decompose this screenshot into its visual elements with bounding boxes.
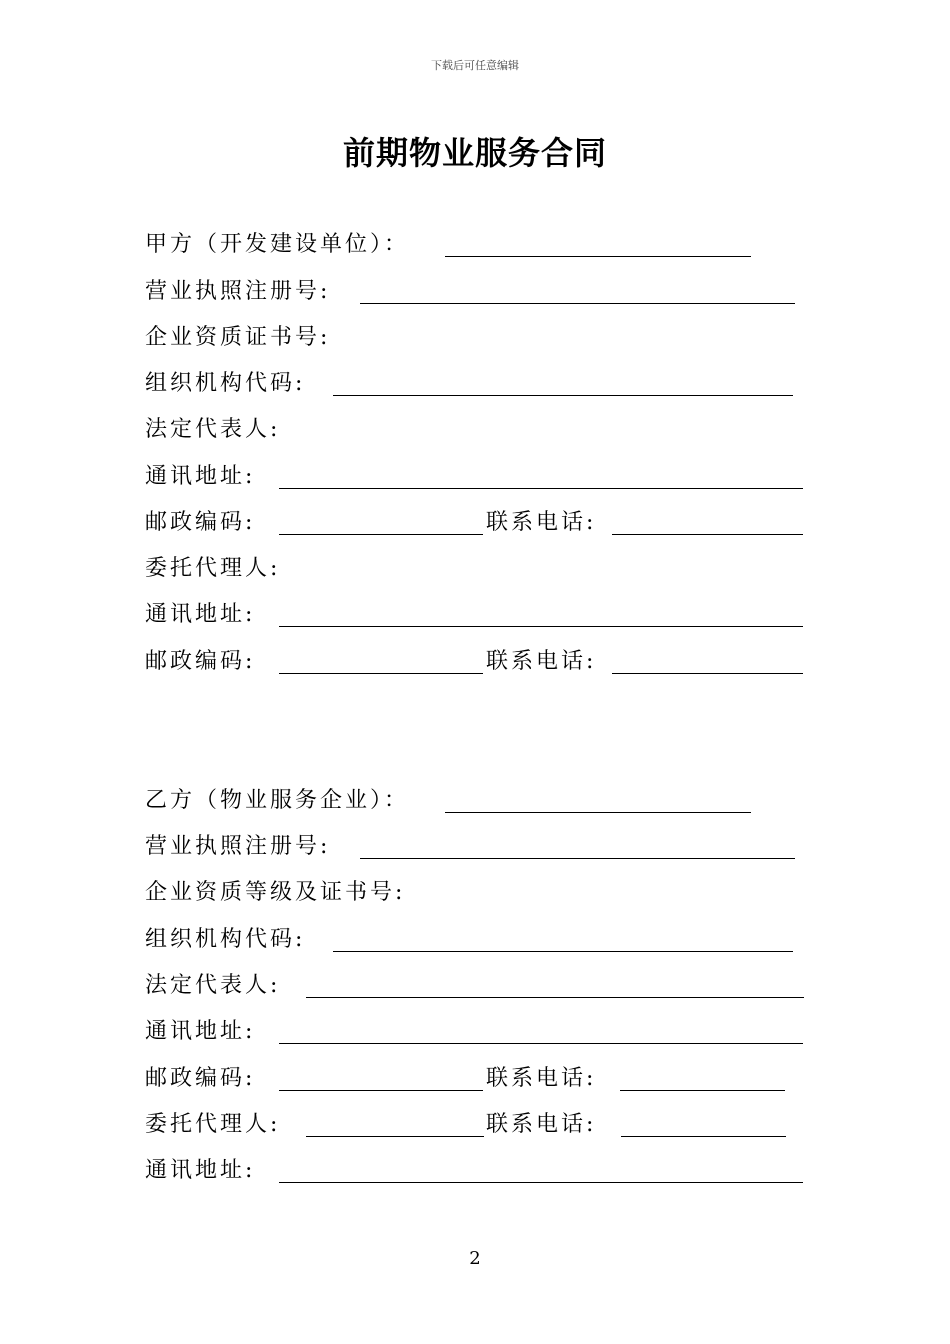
party-a-org-code-field[interactable] (333, 395, 793, 396)
party-b-agent-phone-label: 联系电话: (486, 1112, 597, 1137)
party-b-org-code-field[interactable] (333, 951, 793, 952)
party-a-agent-address-field[interactable] (279, 626, 803, 627)
party-a-agent-phone-label: 联系电话: (486, 649, 597, 674)
party-a-agent-postcode-field[interactable] (279, 673, 483, 674)
party-b-postcode-field[interactable] (279, 1090, 483, 1091)
party-a-legal-rep-label: 法定代表人: (145, 417, 281, 442)
page-number: 2 (469, 1248, 481, 1269)
party-b-qualification-label: 企业资质等级及证书号: (145, 880, 406, 905)
party-a-field[interactable] (445, 256, 751, 257)
party-a-qualification-label: 企业资质证书号: (145, 325, 331, 350)
party-b-address-field[interactable] (279, 1043, 803, 1044)
party-a-agent-address-label: 通讯地址: (145, 602, 256, 627)
party-b-license-label: 营业执照注册号: (145, 834, 331, 859)
party-a-agent-postcode-label: 邮政编码: (145, 649, 256, 674)
party-b-legal-rep-field[interactable] (306, 997, 804, 998)
party-b-license-field[interactable] (360, 858, 795, 859)
party-b-legal-rep-label: 法定代表人: (145, 973, 281, 998)
party-b-agent-address-field[interactable] (279, 1182, 803, 1183)
party-b-agent-label: 委托代理人: (145, 1112, 281, 1137)
party-b-postcode-label: 邮政编码: (145, 1066, 256, 1091)
party-a-postcode-field[interactable] (279, 534, 483, 535)
party-b-label: 乙方（物业服务企业）： (145, 788, 410, 813)
party-b-phone-label: 联系电话: (486, 1066, 597, 1091)
party-a-phone-label: 联系电话: (486, 510, 597, 535)
party-b-field[interactable] (445, 812, 751, 813)
party-a-address-field[interactable] (279, 488, 803, 489)
party-b-address-label: 通讯地址: (145, 1019, 256, 1044)
party-b-phone-field[interactable] (620, 1090, 785, 1091)
party-b-agent-phone-field[interactable] (621, 1136, 786, 1137)
party-a-agent-phone-field[interactable] (612, 673, 803, 674)
party-a-org-code-label: 组织机构代码: (145, 371, 306, 396)
party-b-agent-address-label: 通讯地址: (145, 1158, 256, 1183)
party-a-postcode-label: 邮政编码: (145, 510, 256, 535)
party-a-license-label: 营业执照注册号: (145, 279, 331, 304)
party-a-license-field[interactable] (360, 303, 795, 304)
party-a-agent-label: 委托代理人: (145, 556, 281, 581)
page-header: 下载后可任意编辑 (431, 59, 519, 72)
document-title: 前期物业服务合同 (342, 134, 607, 172)
party-b-agent-field[interactable] (306, 1136, 484, 1137)
party-b-org-code-label: 组织机构代码: (145, 927, 306, 952)
party-a-address-label: 通讯地址: (145, 464, 256, 489)
party-a-phone-field[interactable] (612, 534, 803, 535)
party-a-label: 甲方（开发建设单位）： (145, 232, 410, 257)
